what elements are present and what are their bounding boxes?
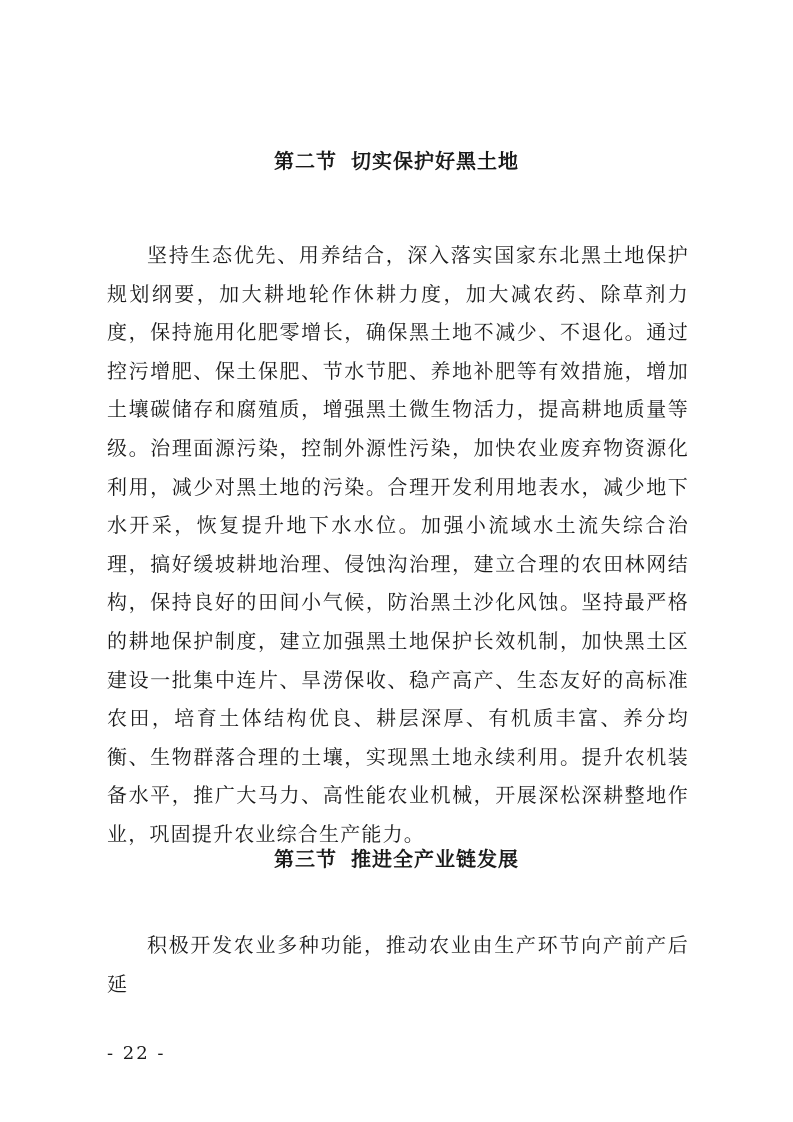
- section-heading-2: [0, 149, 793, 173]
- section-heading-3: [0, 847, 793, 871]
- section-title: 推进全产业链发展: [351, 847, 519, 871]
- section-number: 第三节: [274, 847, 337, 871]
- section-2-paragraph: 坚持生态优先、用养结合，深入落实国家东北黑土地保护规划纲要，加大耕地轮作休耕力度，加大减农药、除草剂力度，保持施用化肥零增长，确保黑土地不减少、不退化。通过控污增肥、保土保肥、节水节肥、养地补肥等有效措施，增加土壤碳储存和腐殖质，增强黑土微生物活力，提高耕地质量等级。治理面源污染，控制外源性污染，加快农业废弃物资源化利用，减少对黑土地的污染。合理开发利用地表水，减少地下水开采，恢复提升地下水水位。加强小流域水土流失综合治理，搞好缓坡耕地治理、侵蚀沟治理，建立合理的农田林网结构，保持良好的田间小气候，防治黑土沙化风蚀。坚持最严格的耕地保护制度，建立加强黑土地保护长效机制，加快黑土区建设一批集中连片、旱涝保收、稳产高产、生态友好的高标准农田，培育土体结构优良、耕层深厚、有机质丰富、养分均衡、生物群落合理的土壤，实现黑土地永续利用。提升农机装备水平，推广大马力、高性能农业机械，开展深松深耕整地作业，巩固提升农业综合生产能力。: [107, 243, 689, 846]
- section-number: 第二节: [274, 149, 337, 173]
- section-title: 切实保护好黑土地: [351, 149, 519, 173]
- page-number: - 22 -: [107, 1043, 166, 1064]
- section-3-paragraph: 积极开发农业多种功能，推动农业由生产环节向产前产后延: [107, 933, 689, 996]
